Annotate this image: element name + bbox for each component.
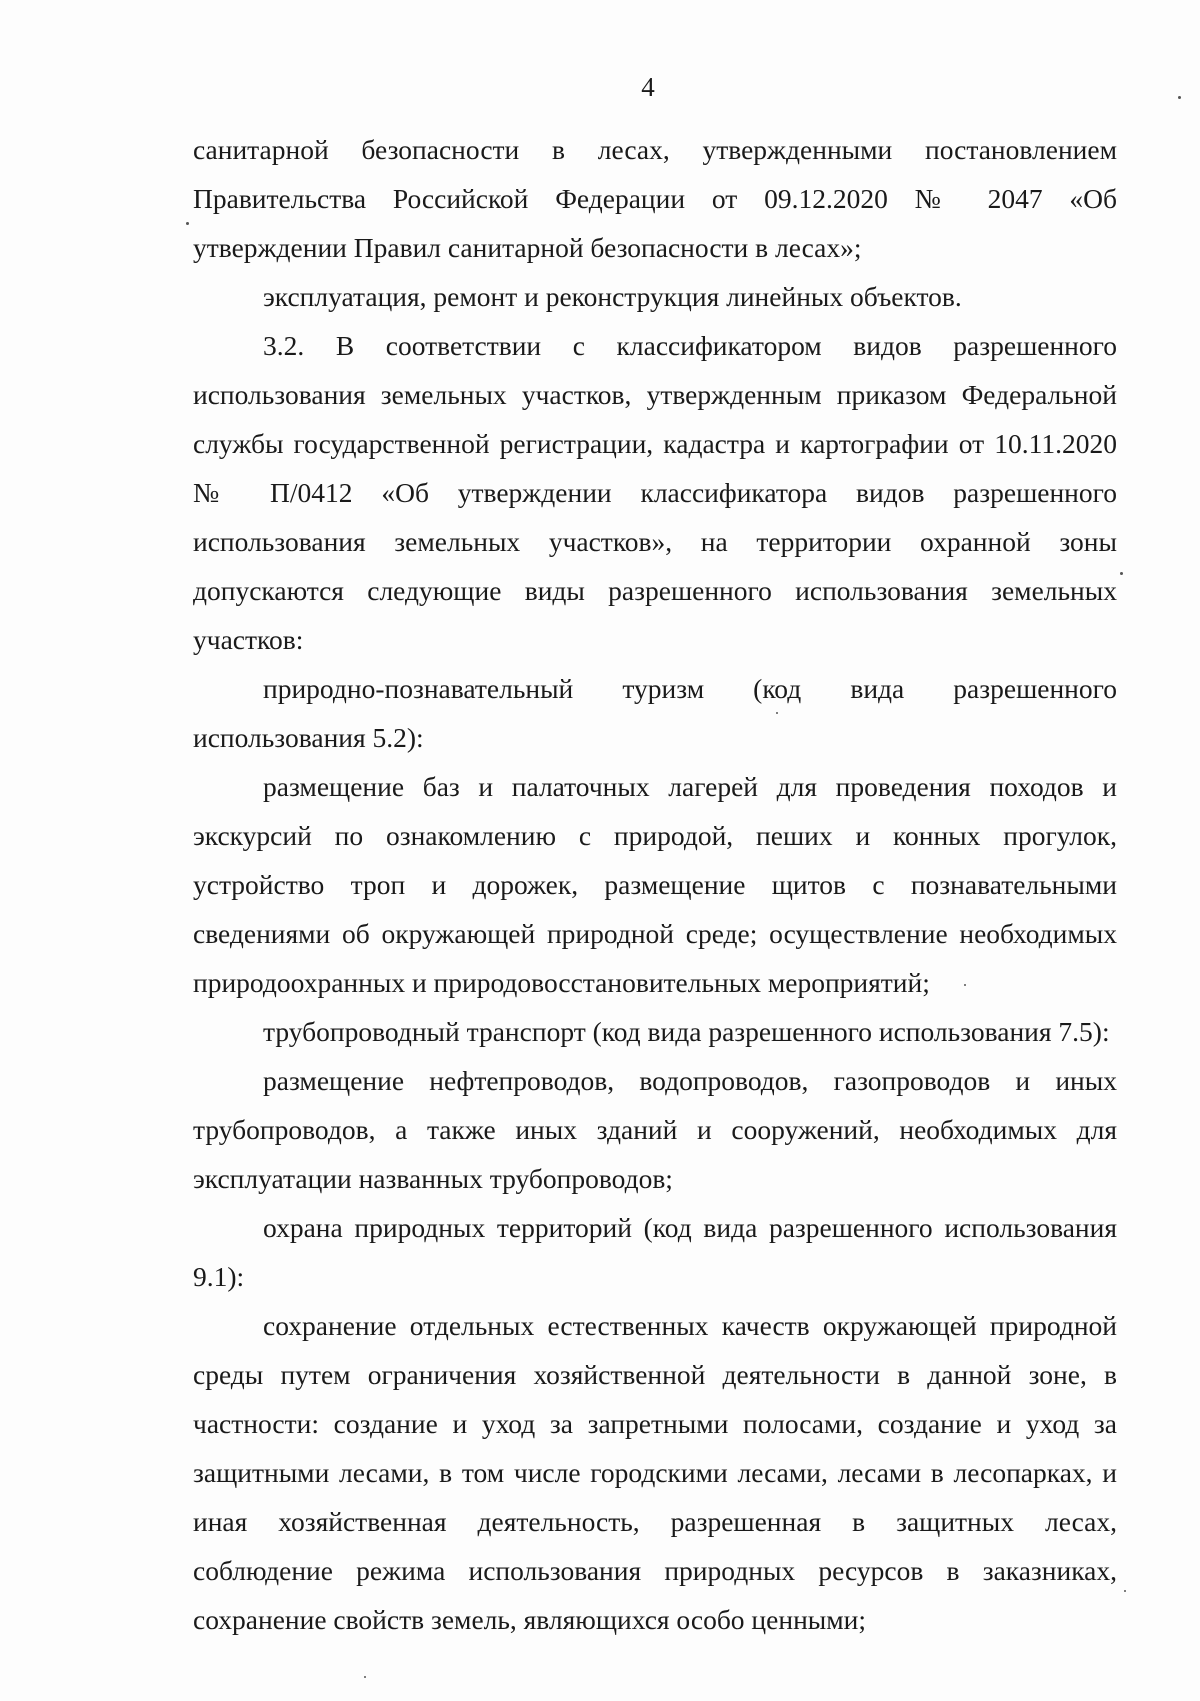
paragraph-pipeline-description: размещение нефтепроводов, водопроводов, газопроводов и иных трубопроводов, а также иных зданий и сооружений, необходимых для эксплуатации названных трубопроводов; — [193, 1065, 1117, 1194]
scan-speck — [1178, 96, 1181, 99]
scan-speck — [1124, 1590, 1126, 1592]
document-body — [193, 125, 1117, 1644]
page-number: 4 — [641, 72, 655, 102]
scan-speck — [364, 1676, 366, 1678]
scan-speck — [964, 984, 966, 986]
paragraph-pipeline-heading: трубопроводный транспорт (код вида разрешенного использования 7.5): — [263, 1016, 1110, 1047]
paragraph-section-3-2: 3.2. В соответствии с классификатором видов разрешенного использования земельных участков, утвержденным приказом Федеральной службы государственной регистрации, кадастра и картографии от 10.11.2020 № П/0412 «Об утверждении классификатора видов разрешенного использования земельных участков», на территории охранной зоны допускаются следующие виды разрешенного использования земельных участков: — [193, 330, 1117, 655]
paragraph-linear-objects: эксплуатация, ремонт и реконструкция линейных объектов. — [263, 281, 962, 312]
scan-speck — [1120, 572, 1123, 575]
paragraph-nature-protection-description: сохранение отдельных естественных качеств окружающей природной среды путем ограничения хозяйственной деятельности в данной зоне, в частности: создание и уход за запретными полосами, создание и уход за защитными лесами, в том числе городскими лесами, лесами в лесопарках, и иная хозяйственная деятельность, разрешенная в защитных лесах, соблюдение режима использования природных ресурсов в заказниках, сохранение свойств земель, являющихся особо ценными; — [193, 1310, 1117, 1635]
paragraph-tourism-description: размещение баз и палаточных лагерей для проведения походов и экскурсий по ознакомлению с природой, пеших и конных прогулок, устройство троп и дорожек, размещение щитов с познавательными сведениями об окружающей природной среде; осуществление необходимых природоохранных и природовосстановительных мероприятий; — [193, 771, 1117, 998]
paragraph-nature-protection-heading: охрана природных территорий (код вида разрешенного использования 9.1): — [193, 1212, 1117, 1292]
scan-speck — [186, 222, 189, 225]
paragraph-tourism-heading: природно-познавательный туризм (код вида разрешенного использования 5.2): — [193, 673, 1117, 753]
paragraph-continuation: санитарной безопасности в лесах, утвержденными постановлением Правительства Российской Федерации от 09.12.2020 № 2047 «Об утверждении Правил санитарной безопасности в лесах»; — [193, 134, 1117, 263]
scan-speck — [776, 712, 778, 714]
